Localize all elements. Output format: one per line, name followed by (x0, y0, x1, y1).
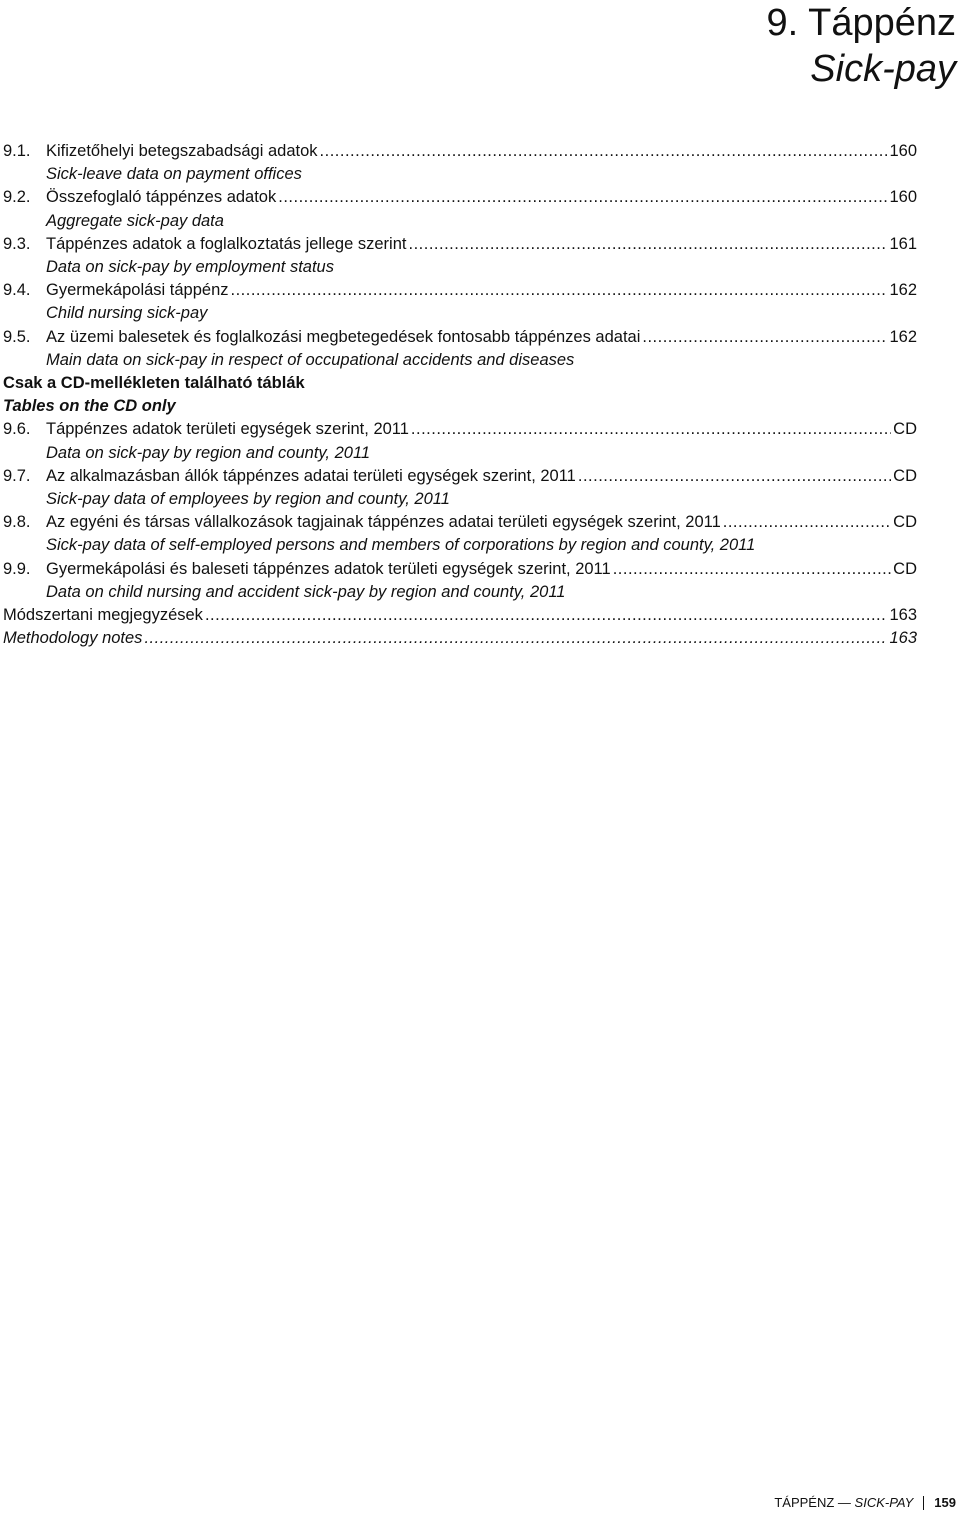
toc-entry-number: 9.2. (3, 188, 31, 207)
toc-entry-9-9[interactable] (3, 558, 917, 581)
toc-page-number: 160 (889, 142, 917, 160)
toc-entry-9-8[interactable] (3, 511, 917, 534)
toc-entry-number: 9.5. (3, 327, 31, 346)
toc-entry-number: 9.6. (3, 420, 31, 439)
toc-page-number: 163 (889, 629, 917, 648)
footer-running-title-en: SICK-PAY (854, 1495, 914, 1510)
toc-leader-dots (205, 604, 888, 627)
toc-entry-translation: Data on child nursing and accident sick-pay by region and county, 2011 (46, 582, 566, 601)
toc-entry-9-7[interactable] (3, 465, 917, 488)
toc-page-number: 163 (889, 606, 917, 625)
toc-page-number: CD (893, 466, 917, 485)
toc-entry-9-3[interactable] (3, 233, 917, 256)
chapter-title-hu: 9. Táppénz (766, 2, 956, 44)
toc-entry-number: 9.1. (3, 142, 31, 160)
footer-page-number: 159 (934, 1495, 956, 1510)
toc-entry-title: Módszertani megjegyzések (3, 606, 203, 625)
toc-entry-title: Methodology notes (3, 629, 143, 648)
chapter-title (767, 0, 956, 92)
toc-entry-title: Az üzemi balesetek és foglalkozási megbetegedések fontosabb táppénzes adatai (46, 327, 641, 346)
toc-entry-title: Táppénzes adatok a foglalkoztatás jellege szerint (46, 234, 407, 253)
toc-leader-dots (642, 326, 887, 349)
toc-entry-title: Gyermekápolási táppénz (46, 281, 229, 300)
toc-entry-translation: Main data on sick-pay in respect of occupational accidents and diseases (46, 350, 575, 369)
toc-entry-title: Táppénzes adatok területi egységek szerint, 2011 (46, 420, 409, 439)
toc-entry-9-2[interactable] (3, 186, 917, 209)
cd-section-heading-translation: Tables on the CD only (3, 397, 176, 416)
toc-leader-dots (144, 627, 887, 650)
toc-page-number: 162 (889, 327, 917, 346)
toc-entry-9-5[interactable] (3, 326, 917, 349)
toc-entry-9-6[interactable] (3, 418, 917, 441)
toc-entry-translation: Child nursing sick-pay (46, 304, 208, 323)
toc-entry-title: Kifizetőhelyi betegszabadsági adatok (46, 142, 318, 160)
toc-entry-translation: Sick-pay data of self-employed persons and members of corporations by region and county, 2011 (46, 536, 756, 555)
toc-entry-9-4[interactable] (3, 279, 917, 302)
toc-leader-dots (723, 511, 891, 534)
toc-leader-dots (578, 465, 891, 488)
toc-entry-number: 9.9. (3, 559, 31, 578)
toc-page-number: CD (893, 420, 917, 439)
cd-section-heading: Csak a CD-mellékleten található táblák (3, 374, 305, 393)
toc-page-number: 162 (889, 281, 917, 300)
toc-entry-title: Az egyéni és társas vállalkozások tagjainak táppénzes adatai területi egységek szerint, 2011 (46, 513, 721, 532)
toc-entry-translation: Data on sick-pay by region and county, 2011 (46, 443, 371, 462)
toc-entry-methodology-hu[interactable] (3, 604, 917, 627)
toc-entry-translation: Aggregate sick-pay data (46, 211, 224, 230)
toc-entry-translation: Sick-leave data on payment offices (46, 165, 302, 184)
chapter-title-en: Sick-pay (810, 48, 956, 90)
toc-entry-methodology-en[interactable] (3, 627, 917, 650)
toc-leader-dots (411, 418, 891, 441)
toc-entry-title: Gyermekápolási és baleseti táppénzes adatok területi egységek szerint, 2011 (46, 559, 611, 578)
toc-page-number: 161 (889, 234, 917, 253)
toc-entry-number: 9.3. (3, 234, 31, 253)
footer-running-title-hu: TÁPPÉNZ — (774, 1495, 855, 1510)
toc-entry-title: Az alkalmazásban állók táppénzes adatai területi egységek szerint, 2011 (46, 466, 576, 485)
toc-entry-title: Összefoglaló táppénzes adatok (46, 188, 277, 207)
table-of-contents (3, 140, 917, 650)
toc-entry-number: 9.8. (3, 513, 31, 532)
toc-leader-dots (408, 233, 887, 256)
footer-divider (923, 1496, 924, 1510)
toc-entry-number: 9.7. (3, 466, 31, 485)
toc-leader-dots (231, 279, 888, 302)
toc-leader-dots (278, 186, 887, 209)
toc-entry-9-1[interactable] (3, 140, 917, 163)
toc-entry-translation: Data on sick-pay by employment status (46, 258, 334, 277)
toc-leader-dots (613, 558, 891, 581)
toc-page-number: CD (893, 513, 917, 532)
page-footer (774, 1495, 956, 1510)
toc-entry-translation: Sick-pay data of employees by region and county, 2011 (46, 490, 450, 509)
toc-entry-number: 9.4. (3, 281, 31, 300)
toc-leader-dots (320, 140, 888, 163)
toc-page-number: 160 (889, 188, 917, 207)
toc-page-number: CD (893, 559, 917, 578)
